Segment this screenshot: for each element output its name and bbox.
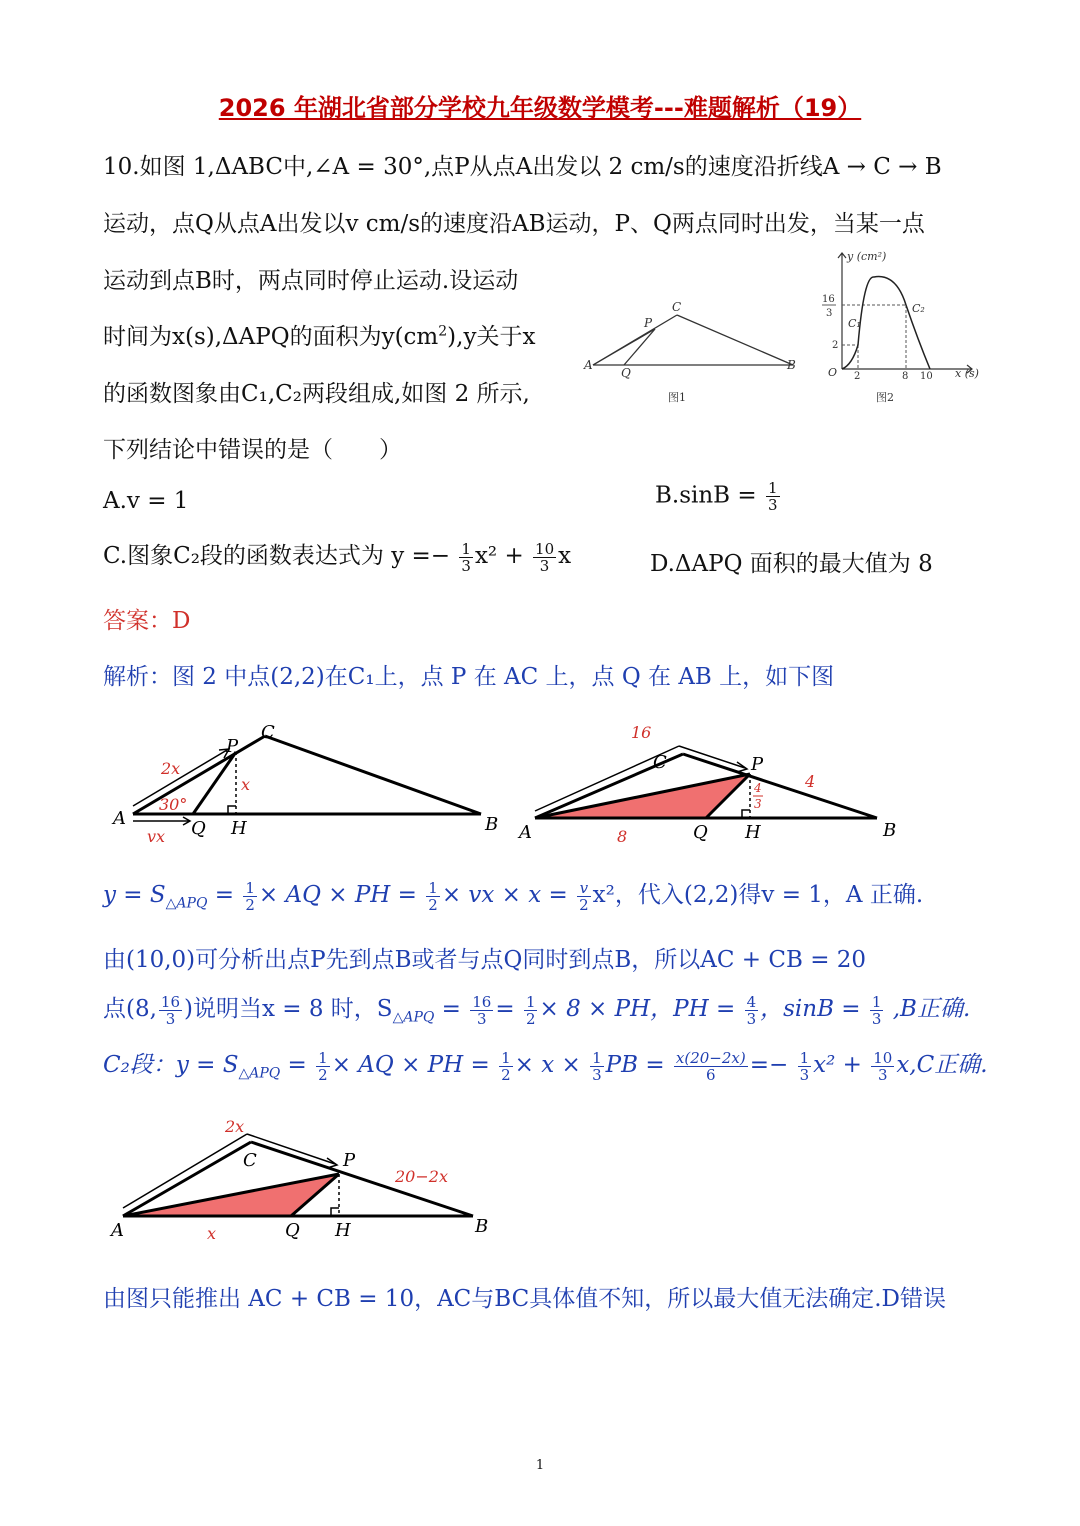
sol2-label-a: A xyxy=(519,822,532,843)
fig2-tick-y-3: 3 xyxy=(826,308,833,319)
a4-c: × x × xyxy=(514,1052,581,1078)
sol1-label-ph: x xyxy=(241,775,251,794)
question-line-4: 时间为x(s),ΔAPQ的面积为$y(cm^2),y$关于x xyxy=(103,323,536,350)
a1-d: × vx × x = xyxy=(441,882,568,908)
fig1-label-b: B xyxy=(787,358,796,372)
analysis-conclusion: 由图只能推出 AC + CB = 10，AC与BC具体值不知，所以最大值无法确定.D错误 xyxy=(103,1286,946,1312)
fig1-label-c: C xyxy=(672,300,682,314)
fig2-tick-x-10: 10 xyxy=(920,371,933,382)
solution-figure-2 xyxy=(513,718,913,848)
sol1-label-ap: 2x xyxy=(161,759,181,778)
a1-eq: = xyxy=(207,882,235,908)
a4-1n: 1 xyxy=(318,1048,328,1067)
sol3-label-c: C xyxy=(243,1150,257,1171)
option-c-f1-num: 1 xyxy=(461,539,471,558)
figure-1-triangle xyxy=(580,295,810,407)
a4-3d: 3 xyxy=(592,1065,602,1084)
sol2-label-p: P xyxy=(751,754,764,775)
a3-2d: 2 xyxy=(525,1009,536,1028)
a4-3d3: 3 xyxy=(878,1065,888,1084)
a4-1n4: 1 xyxy=(799,1048,810,1067)
sol2-label-q: Q xyxy=(693,822,708,843)
sol2-label-h: H xyxy=(745,822,761,843)
question-line-6: 下列结论中错误的是（ ） xyxy=(103,437,402,463)
a1-sub: △APQ xyxy=(165,895,208,912)
a4-a: C₂段：y = S xyxy=(103,1052,239,1078)
a4-2d2: 2 xyxy=(501,1065,511,1084)
fig2-tick-y-16: 16 xyxy=(822,294,835,305)
sol1-label-h: H xyxy=(231,818,247,839)
a4-d: PB = xyxy=(605,1052,665,1078)
analysis-line-1 xyxy=(103,876,923,913)
a3-g: ,B正确. xyxy=(885,996,971,1022)
sol3-label-aq: x xyxy=(207,1224,217,1243)
a4-g: x,C正确. xyxy=(896,1052,988,1078)
sol1-label-c: C xyxy=(261,722,275,743)
sol2-label-ph-den: 3 xyxy=(754,797,762,811)
sol1-label-aq: vx xyxy=(147,827,166,846)
option-c-f2-den: 3 xyxy=(539,556,550,575)
question-line-4b: ),y关于x xyxy=(447,324,536,350)
a4-b: × AQ × PH = xyxy=(331,1052,490,1078)
a3-d: = xyxy=(495,996,515,1022)
fig1-label-q: Q xyxy=(621,366,631,380)
option-d: D.ΔAPQ 面积的最大值为 8 xyxy=(650,551,933,577)
a4-e: =− xyxy=(749,1052,789,1078)
question-line-3: 运动到点B时，两点同时停止运动.设运动 xyxy=(103,268,519,294)
sol2-label-acp: 16 xyxy=(631,723,652,742)
option-c-f1-den: 3 xyxy=(461,556,471,575)
a3-e: × 8 × PH，PH = xyxy=(539,996,736,1022)
a1-half2-d: 2 xyxy=(428,895,438,914)
sol3-label-pb: 20−2x xyxy=(395,1167,448,1186)
fig2-curve-label-c2: C₂ xyxy=(912,302,925,315)
a1-half-d: 2 xyxy=(245,895,255,914)
a4-1n3: 1 xyxy=(592,1048,602,1067)
solution-figure-3 xyxy=(103,1112,503,1247)
a3-16n2: 16 xyxy=(472,992,492,1011)
option-c-end: x xyxy=(558,543,572,569)
question-line-5: 的函数图象由C₁,C₂两段组成,如图 2 所示, xyxy=(103,381,530,407)
fig2-y-label: y (cm²) xyxy=(847,250,887,263)
sol1-label-angle: 30° xyxy=(159,795,188,814)
sol3-label-q: Q xyxy=(285,1220,300,1241)
sol1-label-p: P xyxy=(226,736,239,757)
a1-half2-n: 1 xyxy=(428,878,438,897)
a1-half-n: 1 xyxy=(245,878,255,897)
sol3-label-h: H xyxy=(335,1220,351,1241)
fig1-label-a: A xyxy=(584,358,593,372)
option-c xyxy=(103,537,571,574)
a4-3d2: 3 xyxy=(799,1065,810,1084)
page-title: 2026 年湖北省部分学校九年级数学模考---难题解析（19） xyxy=(218,94,862,122)
analysis-intro: 解析：图 2 中点(2,2)在C₁上，点 P 在 AC 上，点 Q 在 AB 上，如下图 xyxy=(103,664,835,690)
question-line-1: 10.如图 1,ΔABC中,∠A = 30°,点P从点A出发以 2 cm/s的速度沿折线A → C → B xyxy=(103,154,942,180)
sol3-label-b: B xyxy=(475,1216,489,1237)
a3-b: )说明当x = 8 时，S xyxy=(184,996,393,1022)
a4-1n2: 1 xyxy=(501,1048,511,1067)
a1-c: × AQ × PH = xyxy=(258,882,417,908)
a3-1n: 1 xyxy=(525,992,536,1011)
option-a: A.v = 1 xyxy=(103,488,189,514)
fig2-origin: O xyxy=(828,366,838,379)
page-number: 1 xyxy=(535,1458,545,1473)
option-b-num: 1 xyxy=(767,479,778,497)
a3-3d2: 3 xyxy=(477,1009,487,1028)
sol2-label-pb: 4 xyxy=(805,772,816,791)
question-line-4a: 时间为x(s),ΔAPQ的面积为y(cm xyxy=(103,324,439,350)
fig2-tick-x-8: 8 xyxy=(902,371,909,382)
a3-c: = xyxy=(434,996,461,1022)
a3-16n: 16 xyxy=(160,992,181,1011)
a3-4n: 4 xyxy=(746,992,757,1011)
a3-3d: 3 xyxy=(165,1009,176,1028)
option-b-text: B.sinB = xyxy=(655,482,757,509)
sol3-label-a: A xyxy=(111,1220,124,1241)
fig2-x-label: x (s) xyxy=(955,367,979,380)
sol1-label-b: B xyxy=(485,814,499,835)
sol2-label-ph-num: 4 xyxy=(754,781,762,795)
sol1-label-q: Q xyxy=(191,818,206,839)
analysis-line-2: 由(10,0)可分析出点P先到点B或者与点Q同时到点B，所以AC + CB = 20 xyxy=(103,947,867,973)
a3-3d3: 3 xyxy=(746,1009,757,1028)
a1-v-d: 2 xyxy=(579,895,589,914)
a3-1n2: 1 xyxy=(871,992,882,1011)
analysis-line-4: C₂段：$y = S_{\triangle APQ}$ = $\frac{1}{2}$ × AQ × PH = $\frac{1}{2}$ × x × $\frac{1}{3}$ PB = $\frac{x(20-2x)}{6}$ =− $\frac{1}{3}$ x² + $\frac{10}{3}$ x,C正确. xyxy=(103,1048,988,1084)
option-b xyxy=(655,480,782,513)
a4-fn: x(20−2x) xyxy=(675,1048,746,1067)
sol2-label-aq: 8 xyxy=(617,827,628,846)
option-b-den: 3 xyxy=(767,496,778,514)
fig2-curve-label-c1: C₁ xyxy=(848,317,861,330)
fig1-label-p: P xyxy=(644,316,653,330)
sol3-label-acp: 2x xyxy=(225,1117,245,1136)
sol1-label-a: A xyxy=(113,808,126,829)
a1-v-n: v xyxy=(577,880,591,897)
fig2-caption: 图2 xyxy=(876,391,894,404)
answer: 答案：D xyxy=(103,608,191,634)
solution-figure-1 xyxy=(103,718,513,848)
sol2-label-b: B xyxy=(883,820,897,841)
sol2-label-c: C xyxy=(653,752,667,773)
fig1-caption: 图1 xyxy=(668,391,686,404)
sol3-label-p: P xyxy=(343,1150,356,1171)
a4-fd: 6 xyxy=(706,1065,716,1084)
a3-3d4: 3 xyxy=(871,1009,882,1028)
option-c-text: C.图象C₂段的函数表达式为 y =− xyxy=(103,543,451,569)
a4-f: x² + xyxy=(813,1052,862,1078)
a1-e: x²，代入(2,2)得v = 1，A 正确. xyxy=(592,882,924,908)
a3-f: ，sinB = xyxy=(760,996,861,1022)
a4-10n: 10 xyxy=(873,1048,893,1067)
fig2-tick-y-2: 2 xyxy=(832,340,839,351)
analysis-line-3: 点(8, $\frac{16}{3}$ )说明当x = 8 时，$S_{\triangle APQ}$ = $\frac{16}{3}$ = $\frac{1}{2}$ × 8 × PH，PH = $\frac{4}{3}$ ，sinB = $\frac{1}{3}$ ,B正确. xyxy=(103,992,971,1028)
a4-2d: 2 xyxy=(318,1065,328,1084)
option-c-mid: x² + xyxy=(474,543,524,569)
a3-a: 点(8, xyxy=(103,996,157,1022)
question-line-2: 运动，点Q从点A出发以v cm/s的速度沿AB运动，P、Q两点同时出发，当某一点 xyxy=(103,211,925,237)
option-c-f2-num: 10 xyxy=(535,539,555,558)
figure-2-graph xyxy=(812,245,982,407)
a1-y: y = S xyxy=(103,882,166,908)
fig2-tick-x-2: 2 xyxy=(854,371,861,382)
